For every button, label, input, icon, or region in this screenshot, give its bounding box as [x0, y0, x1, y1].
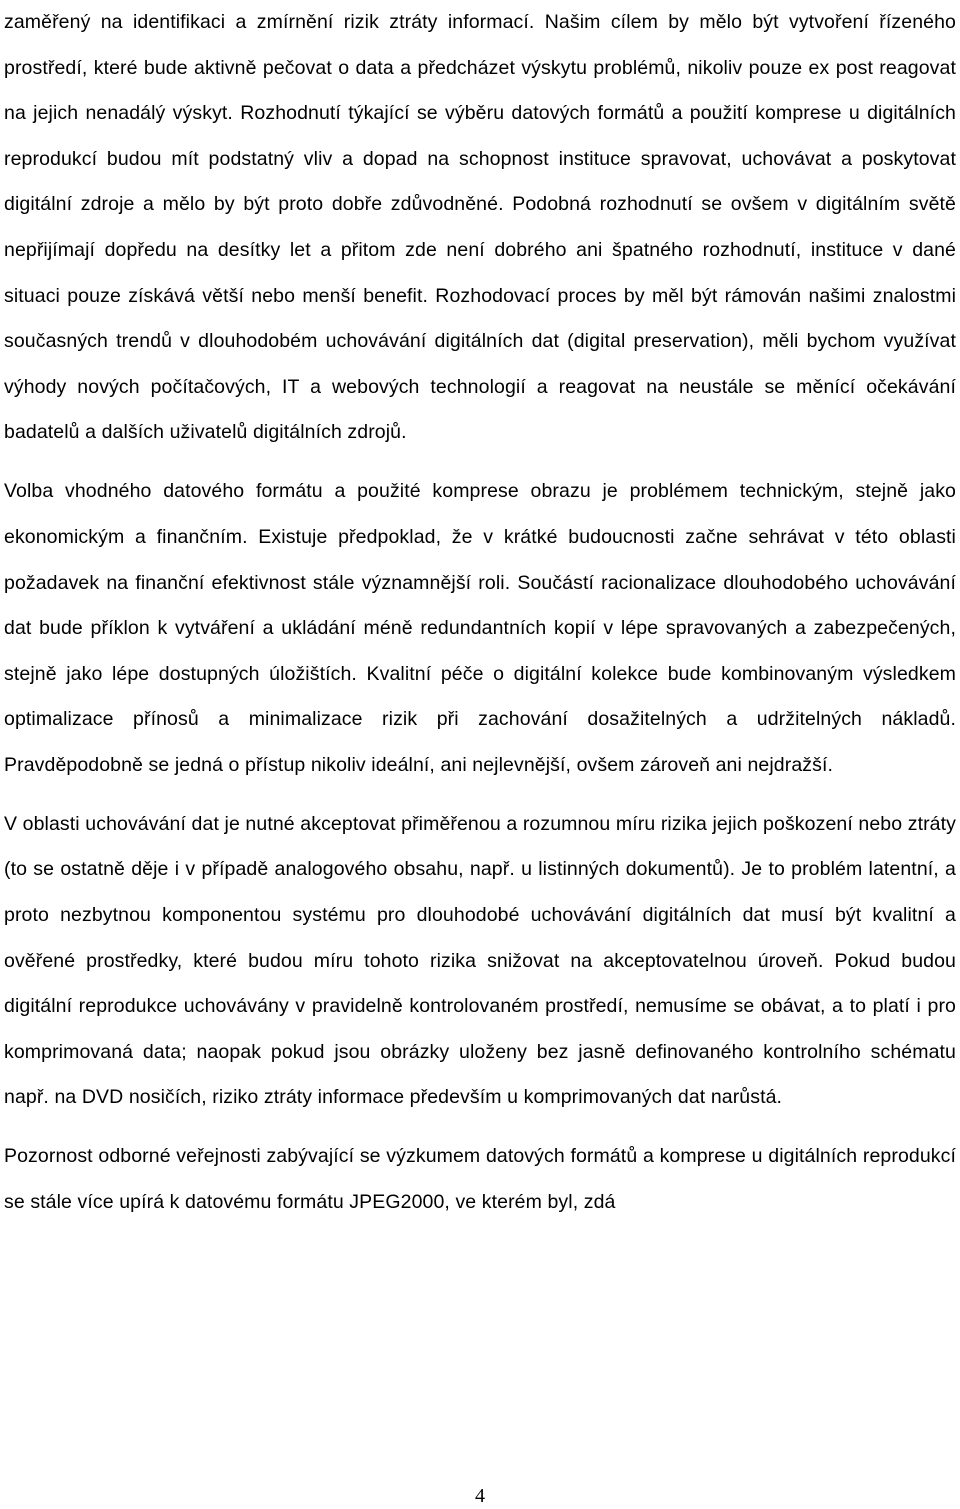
paragraph-3: V oblasti uchovávání dat je nutné akceptovat přiměřenou a rozumnou míru rizika jejich poškození nebo ztráty (to se ostatně děje i v případě analogového obsahu, např. u listinných dokumentů). Je to problém latentní, a proto nezbytnou komponentou systému pro dlouhodobé uchovávání digitálních dat musí být kvalitní a ověřené prostředky, které budou míru tohoto rizika snižovat na akceptovatelnou úroveň. Pokud budou digitální reprodukce uchovávány v pravidelně kontrolovaném prostředí, nemusíme se obávat, a to platí i pro komprimovaná data; naopak pokud jsou obrázky uloženy bez jasně definovaného kontrolního schématu např. na DVD nosičích, riziko ztráty informace především u komprimovaných dat narůstá. [4, 812, 956, 1109]
page-number: 4 [475, 1485, 485, 1507]
paragraph-2: Volba vhodného datového formátu a použité komprese obrazu je problémem technickým, stejně jako ekonomickým a finančním. Existuje předpoklad, že v krátké budoucnosti začne sehrávat v této oblasti požadavek na finanční efektivnost stále významnější roli. Součástí racionalizace dlouhodobého uchovávání dat bude příklon k vytváření a ukládání méně redundantních kopií v lépe spravovaných a zabezpečených, stejně jako lépe dostupných úložištích. Kvalitní péče o digitální kolekce bude kombinovaným výsledkem optimalizace přínosů a minimalizace rizik při zachování dosažitelných a udržitelných nákladů. Pravděpodobně se jedná o přístup nikoliv ideální, ani nejlevnější, ovšem zároveň ani nejdražší. [4, 480, 956, 776]
paragraph-1: zaměřený na identifikaci a zmírnění rizik ztráty informací. Našim cílem by mělo být vytvoření řízeného prostředí, které bude aktivně pečovat o data a předcházet výskytu problémů, nikoliv pouze ex post reagovat na jejich nenadálý výskyt. Rozhodnutí týkající se výběru datových formátů a použití komprese u digitálních reprodukcí budou mít podstatný vliv a dopad na schopnost instituce spravovat, uchovávat a poskytovat digitální zdroje a mělo by být proto dobře zdůvodněné. Podobná rozhodnutí se ovšem v digitálním světě nepřijímají dopředu na desítky let a přitom zde není dobrého ani špatného rozhodnutí, instituce v dané situaci pouze získává větší nebo menší benefit. Rozhodovací proces by měl být rámován našimi znalostmi současných trendů v dlouhodobém uchovávání digitálních dat (digital preservation), měli bychom využívat výhody nových počítačových, IT a webových technologií a reagovat na neustále se měnící očekávání badatelů a dalších uživatelů digitálních zdrojů. [4, 11, 956, 444]
document-body [4, 0, 956, 1226]
paragraph-4: Pozornost odborné veřejnosti zabývající se výzkumem datových formátů a komprese u digitálních reprodukcí se stále více upírá k datovému formátu JPEG2000, ve kterém byl, zdá [4, 1145, 956, 1214]
